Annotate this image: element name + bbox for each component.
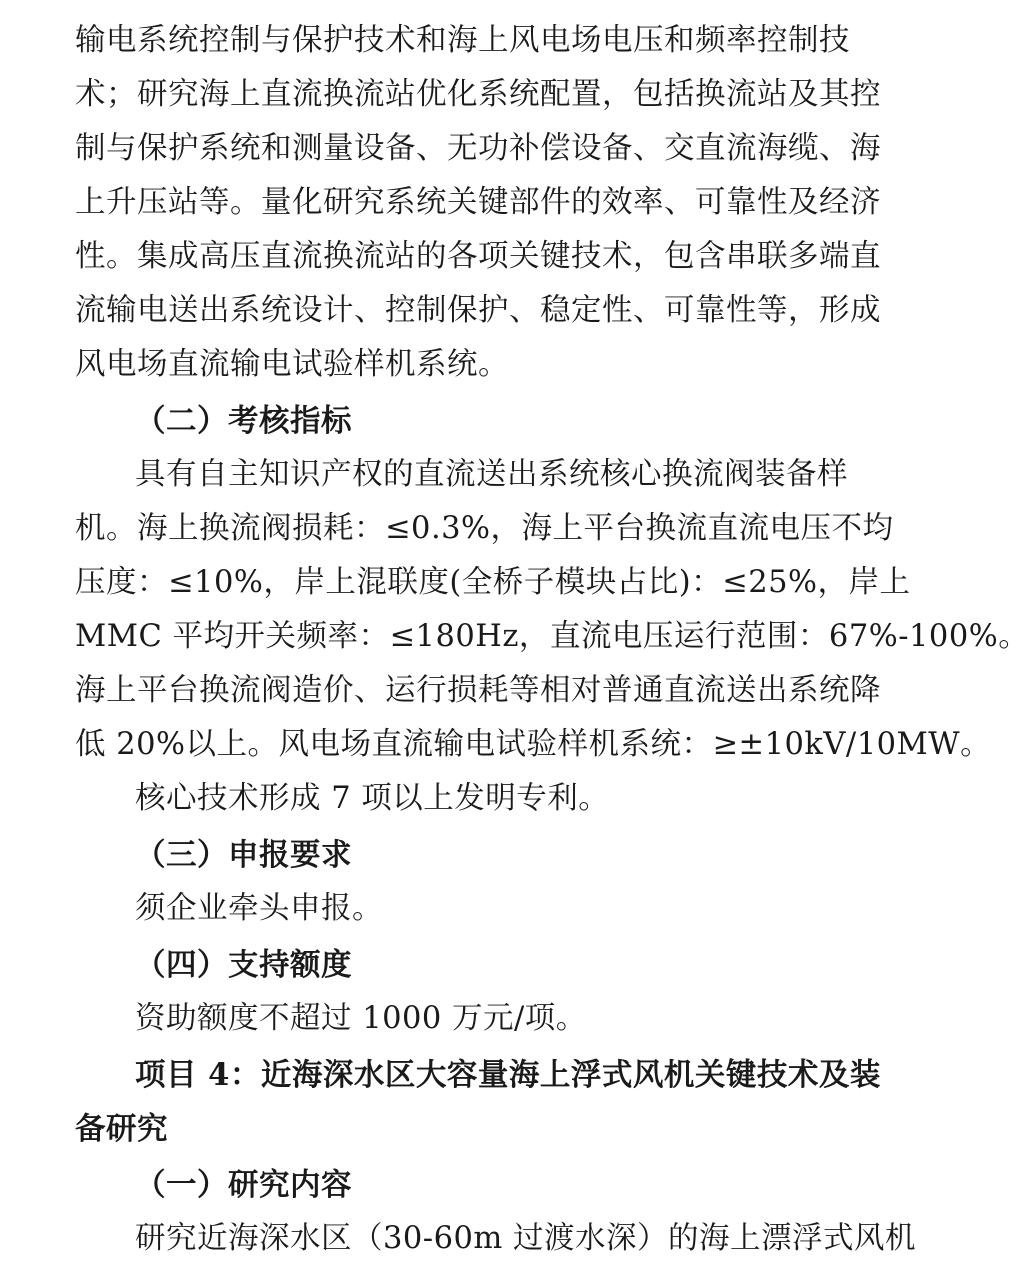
paragraph-line: 低 20%以上。风电场直流输电试验样机系统：≥±10kV/10MW。 [75, 727, 992, 762]
paragraph-line: 输电系统控制与保护技术和海上风电场电压和频率控制技 [75, 23, 850, 58]
project-title: 项目 4：近海深水区大容量海上浮式风机关键技术及装 [135, 1057, 881, 1093]
paragraph-line: 性。集成高压直流换流站的各项关键技术，包含串联多端直 [75, 239, 881, 274]
paragraph-line: 术；研究海上直流换流站优化系统配置，包括换流站及其控 [75, 77, 881, 112]
project-title: 备研究 [75, 1111, 168, 1147]
paragraph-line: 研究近海深水区（30-60m 过渡水深）的海上漂浮式风机 [135, 1221, 917, 1256]
paragraph-line: 上升压站等。量化研究系统关键部件的效率、可靠性及经济 [75, 185, 881, 220]
paragraph-line: 流输电送出系统设计、控制保护、稳定性、可靠性等，形成 [75, 293, 881, 328]
paragraph-line: 风电场直流输电试验样机系统。 [75, 347, 509, 382]
paragraph-line: 制与保护系统和测量设备、无功补偿设备、交直流海缆、海 [75, 131, 881, 166]
paragraph-line: MMC 平均开关频率：≤180Hz，直流电压运行范围：67%-100%。 [75, 619, 1029, 654]
paragraph-line: 海上平台换流阀造价、运行损耗等相对普通直流送出系统降 [75, 673, 881, 708]
section-heading: （一）研究内容 [135, 1167, 352, 1203]
paragraph-line: 资助额度不超过 1000 万元/项。 [135, 1001, 587, 1036]
section-heading: （四）支持额度 [135, 947, 352, 983]
paragraph-line: 机。海上换流阀损耗：≤0.3%，海上平台换流直流电压不均 [75, 511, 894, 546]
section-heading: （三）申报要求 [135, 837, 352, 873]
paragraph-line: 核心技术形成 7 项以上发明专利。 [135, 781, 610, 816]
paragraph-line: 须企业牵头申报。 [135, 891, 383, 926]
paragraph-line: 具有自主知识产权的直流送出系统核心换流阀装备样 [135, 457, 848, 492]
paragraph-line: 压度：≤10%，岸上混联度(全桥子模块占比)：≤25%，岸上 [75, 565, 911, 600]
section-heading: （二）考核指标 [135, 403, 352, 439]
